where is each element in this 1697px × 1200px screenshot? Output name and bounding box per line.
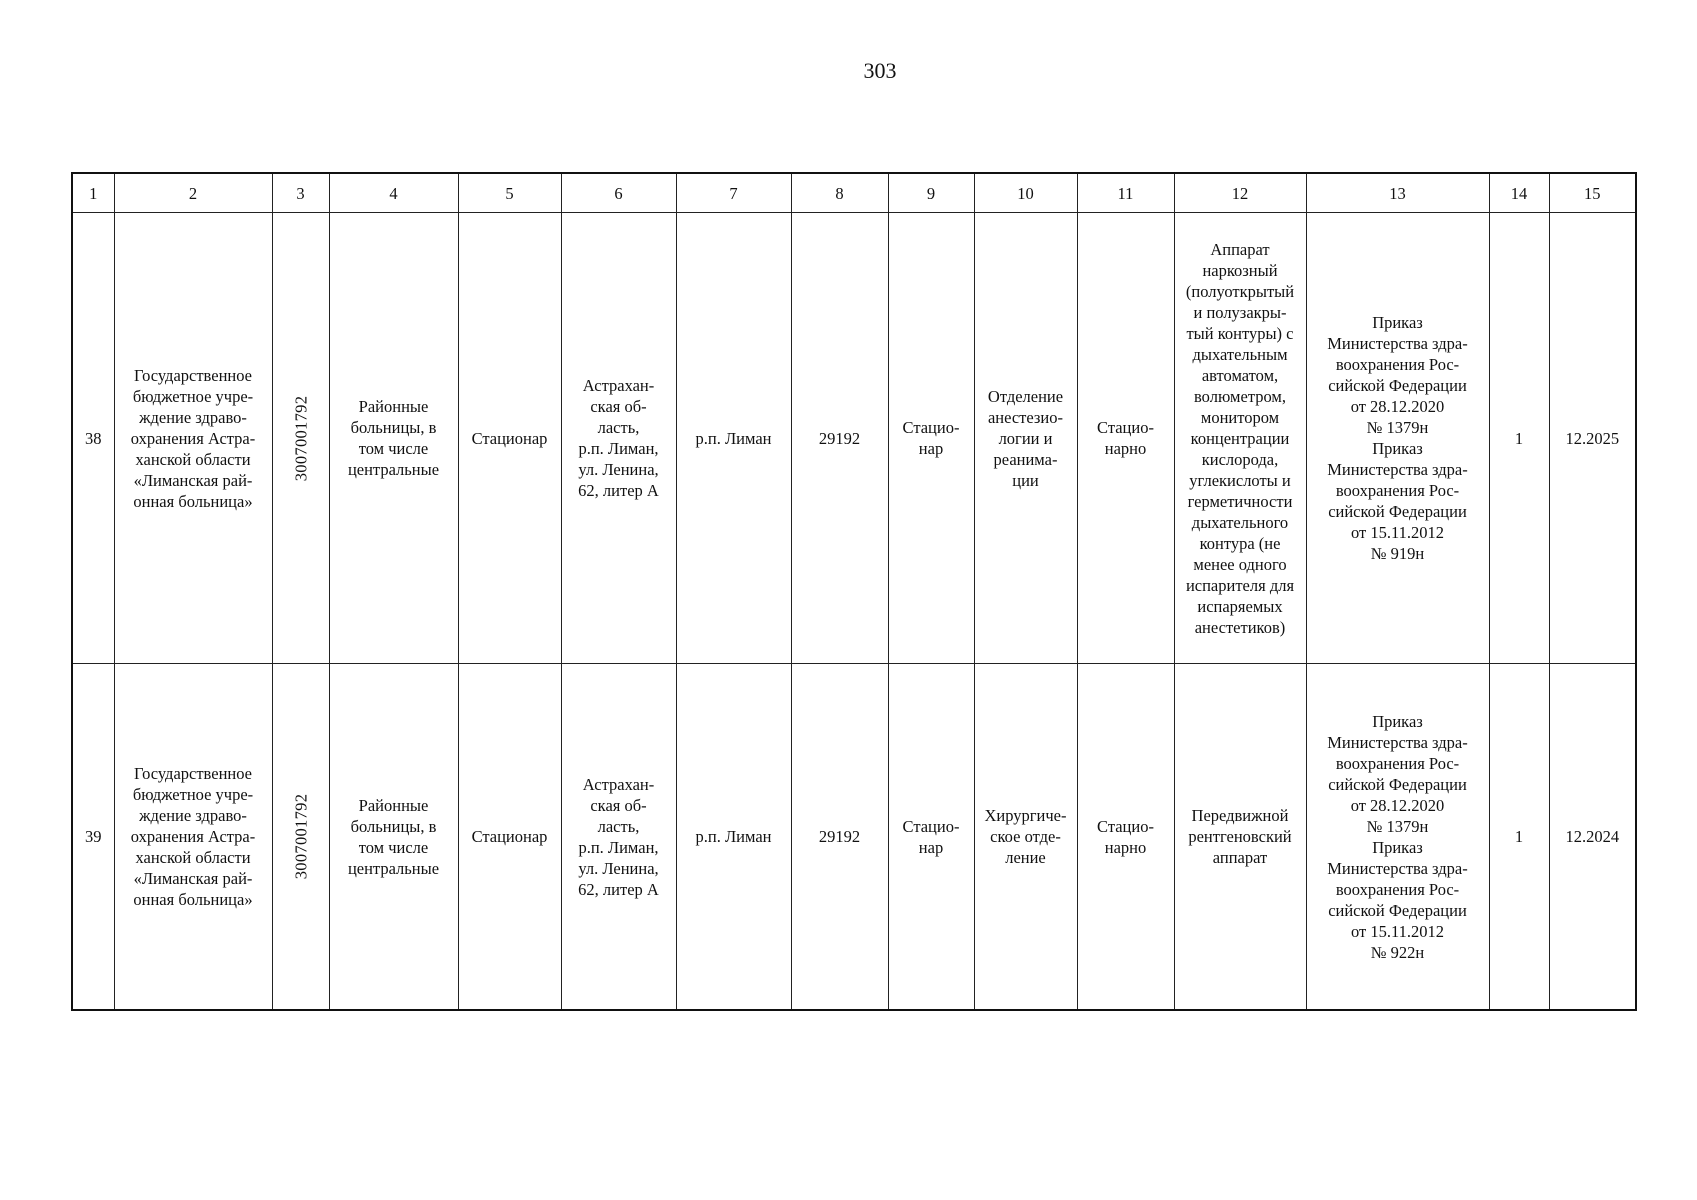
code-cell: 29192 (791, 213, 888, 664)
department-cell: Хирургиче- ское отде- ление (974, 664, 1077, 1011)
date-cell: 12.2024 (1549, 664, 1636, 1011)
code-cell: 29192 (791, 664, 888, 1011)
column-header: 6 (561, 173, 676, 213)
inn-text: 3007001792 (291, 395, 310, 481)
column-header: 5 (458, 173, 561, 213)
column-header: 8 (791, 173, 888, 213)
column-number-row (72, 173, 1636, 213)
table-row (72, 664, 1636, 1011)
page-number: 303 (863, 58, 897, 83)
address-cell: Астрахан- ская об- ласть, р.п. Лиман, ул. Ленина, 62, литер А (561, 213, 676, 664)
column-header: 7 (676, 173, 791, 213)
equipment-table (71, 172, 1637, 1011)
institution-cell: Государственное бюджетное учре- ждение здраво- охранения Астра- ханской области «Лиманская рай- онная больница» (114, 213, 272, 664)
quantity-cell: 1 (1489, 664, 1549, 1011)
hospital-type-cell: Районные больницы, в том числе центральные (329, 664, 458, 1011)
inn-text: 3007001792 (291, 793, 310, 880)
department-cell: Отделение анестезио- логии и реанима- ции (974, 213, 1077, 664)
column-header: 3 (272, 173, 329, 213)
equipment-cell: Передвижной рентгеновский аппарат (1174, 664, 1306, 1011)
column-header: 4 (329, 173, 458, 213)
column-header: 9 (888, 173, 974, 213)
quantity-cell: 1 (1489, 213, 1549, 664)
locality-cell: р.п. Лиман (676, 664, 791, 1011)
facility-cell: Стацио- нар (888, 213, 974, 664)
column-header: 11 (1077, 173, 1174, 213)
care-type-cell: Стационар (458, 664, 561, 1011)
column-header: 1 (72, 173, 114, 213)
table-row (72, 213, 1636, 664)
address-cell: Астрахан- ская об- ласть, р.п. Лиман, ул. Ленина, 62, литер А (561, 664, 676, 1011)
inn-cell (272, 213, 329, 664)
equipment-cell: Аппарат наркозный (полуоткрытый и полузакры- тый контуры) с дыхательным автоматом, волюметром, монитором концентрации кислорода, углекислоты и герметичности дыхательного контура (не менее одного испарителя для испаряемых анестетиков) (1174, 213, 1306, 664)
column-header: 15 (1549, 173, 1636, 213)
column-header: 13 (1306, 173, 1489, 213)
column-header: 12 (1174, 173, 1306, 213)
date-cell: 12.2025 (1549, 213, 1636, 664)
inn-cell (272, 664, 329, 1011)
locality-cell: р.п. Лиман (676, 213, 791, 664)
row-number-cell: 39 (72, 664, 114, 1011)
column-header: 14 (1489, 173, 1549, 213)
institution-cell: Государственное бюджетное учре- ждение здраво- охранения Астра- ханской области «Лиманская рай- онная больница» (114, 664, 272, 1011)
facility-cell: Стацио- нар (888, 664, 974, 1011)
care-form-cell: Стацио- нарно (1077, 213, 1174, 664)
care-type-cell: Стационар (458, 213, 561, 664)
order-reference-cell: Приказ Министерства здра- воохранения Рос- сийской Федерации от 28.12.2020 № 1379н Приказ Министерства здра- воохранения Рос- сийской Федерации от 15.11.2012 № 919н (1306, 213, 1489, 664)
hospital-type-cell: Районные больницы, в том числе центральные (329, 213, 458, 664)
care-form-cell: Стацио- нарно (1077, 664, 1174, 1011)
row-number-cell: 38 (72, 213, 114, 664)
column-header: 2 (114, 173, 272, 213)
order-reference-cell: Приказ Министерства здра- воохранения Рос- сийской Федерации от 28.12.2020 № 1379н Приказ Министерства здра- воохранения Рос- сийской Федерации от 15.11.2012 № 922н (1306, 664, 1489, 1011)
column-header: 10 (974, 173, 1077, 213)
